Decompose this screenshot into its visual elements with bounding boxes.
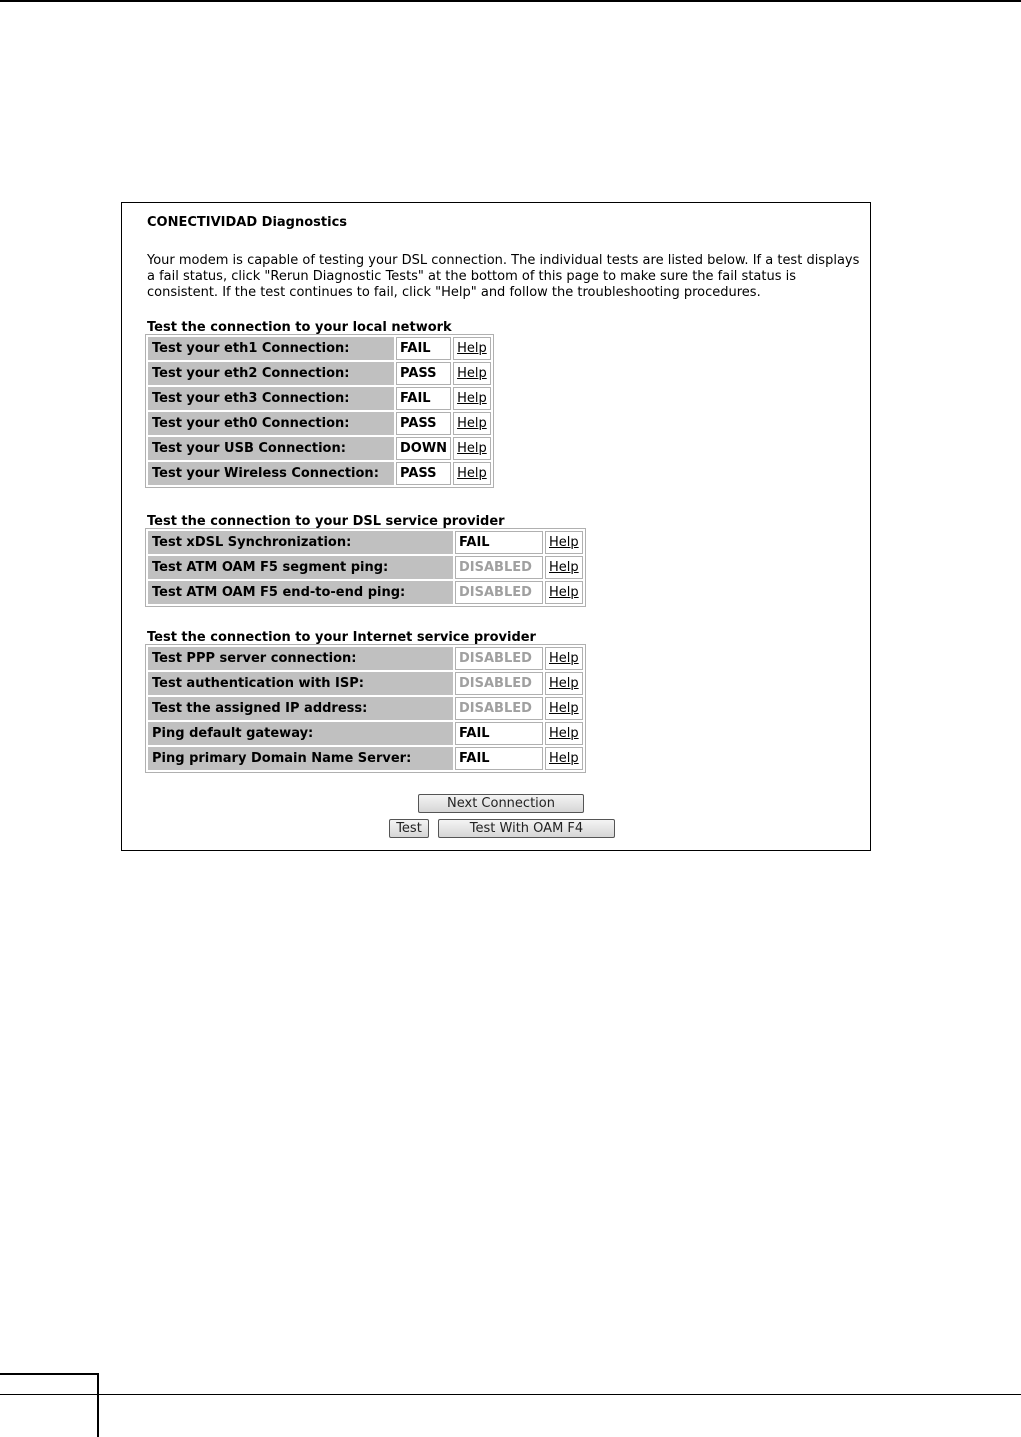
test-label: Test ATM OAM F5 segment ping: (148, 556, 453, 579)
status-value: DISABLED (455, 581, 543, 604)
status-value: PASS (396, 462, 451, 485)
help-link[interactable]: Help (549, 585, 579, 600)
help-cell (545, 722, 583, 745)
test-label: Test your Wireless Connection: (148, 462, 394, 485)
status-value: FAIL (455, 747, 543, 770)
help-link[interactable]: Help (549, 726, 579, 741)
table-row (148, 531, 583, 554)
diagnostics-panel (121, 202, 871, 851)
help-link[interactable]: Help (549, 701, 579, 716)
table-row (148, 672, 583, 695)
status-value: DISABLED (455, 672, 543, 695)
status-value: DISABLED (455, 697, 543, 720)
table-row (148, 462, 491, 485)
help-cell (545, 556, 583, 579)
next-connection-button[interactable]: Next Connection (418, 794, 584, 813)
page-number-box (0, 1373, 99, 1437)
table-row (148, 412, 491, 435)
section-title-dsl-provider: Test the connection to your DSL service provider (147, 514, 505, 529)
footer-rule (0, 1394, 1021, 1395)
help-link[interactable]: Help (457, 441, 487, 456)
status-value: FAIL (396, 387, 451, 410)
table-row (148, 437, 491, 460)
status-value: PASS (396, 412, 451, 435)
page-top-rule (0, 0, 1021, 2)
help-cell (453, 387, 491, 410)
table-row (148, 387, 491, 410)
help-cell (545, 672, 583, 695)
help-cell (453, 337, 491, 360)
section-title-local-network: Test the connection to your local network (147, 320, 452, 335)
table-row (148, 647, 583, 670)
test-label: Test your USB Connection: (148, 437, 394, 460)
help-link[interactable]: Help (549, 560, 579, 575)
test-label: Test ATM OAM F5 end-to-end ping: (148, 581, 453, 604)
help-link[interactable]: Help (549, 535, 579, 550)
table-row (148, 722, 583, 745)
test-label: Test authentication with ISP: (148, 672, 453, 695)
table-row (148, 581, 583, 604)
local-network-table (145, 334, 494, 488)
test-label: Test your eth1 Connection: (148, 337, 394, 360)
section-title-internet-provider: Test the connection to your Internet service provider (147, 630, 536, 645)
test-label: Test your eth3 Connection: (148, 387, 394, 410)
help-cell (453, 362, 491, 385)
test-label: Test PPP server connection: (148, 647, 453, 670)
help-cell (545, 697, 583, 720)
test-label: Test your eth2 Connection: (148, 362, 394, 385)
status-value: FAIL (455, 531, 543, 554)
help-cell (453, 437, 491, 460)
test-label: Test xDSL Synchronization: (148, 531, 453, 554)
help-link[interactable]: Help (457, 341, 487, 356)
test-label: Test the assigned IP address: (148, 697, 453, 720)
status-value: DISABLED (455, 556, 543, 579)
help-link[interactable]: Help (457, 416, 487, 431)
status-value: FAIL (455, 722, 543, 745)
status-value: DOWN (396, 437, 451, 460)
test-label: Ping primary Domain Name Server: (148, 747, 453, 770)
help-cell (545, 647, 583, 670)
help-link[interactable]: Help (457, 366, 487, 381)
test-with-oam-f4-button[interactable]: Test With OAM F4 (438, 819, 615, 838)
intro-text: Your modem is capable of testing your DSL connection. The individual tests are listed below. If a test displays a fail status, click "Rerun Diagnostic Tests" at the bottom of this page to make sure the fail status is consistent. If the test continues to fail, click "Help" and follow the troubleshooting procedures. (147, 253, 860, 300)
help-link[interactable]: Help (549, 676, 579, 691)
table-row (148, 362, 491, 385)
diagnostics-content (147, 215, 862, 773)
page-title: CONECTIVIDAD Diagnostics (147, 215, 348, 230)
help-link[interactable]: Help (457, 391, 487, 406)
status-value: FAIL (396, 337, 451, 360)
test-button[interactable]: Test (389, 819, 429, 838)
help-cell (453, 462, 491, 485)
button-bar (122, 794, 872, 844)
help-link[interactable]: Help (457, 466, 487, 481)
table-row (148, 556, 583, 579)
help-cell (545, 531, 583, 554)
table-row (148, 697, 583, 720)
dsl-provider-table (145, 528, 586, 607)
status-value: PASS (396, 362, 451, 385)
internet-provider-table (145, 644, 586, 773)
help-cell (545, 747, 583, 770)
help-link[interactable]: Help (549, 751, 579, 766)
table-row (148, 747, 583, 770)
help-cell (545, 581, 583, 604)
status-value: DISABLED (455, 647, 543, 670)
test-label: Ping default gateway: (148, 722, 453, 745)
help-cell (453, 412, 491, 435)
test-label: Test your eth0 Connection: (148, 412, 394, 435)
help-link[interactable]: Help (549, 651, 579, 666)
table-row (148, 337, 491, 360)
